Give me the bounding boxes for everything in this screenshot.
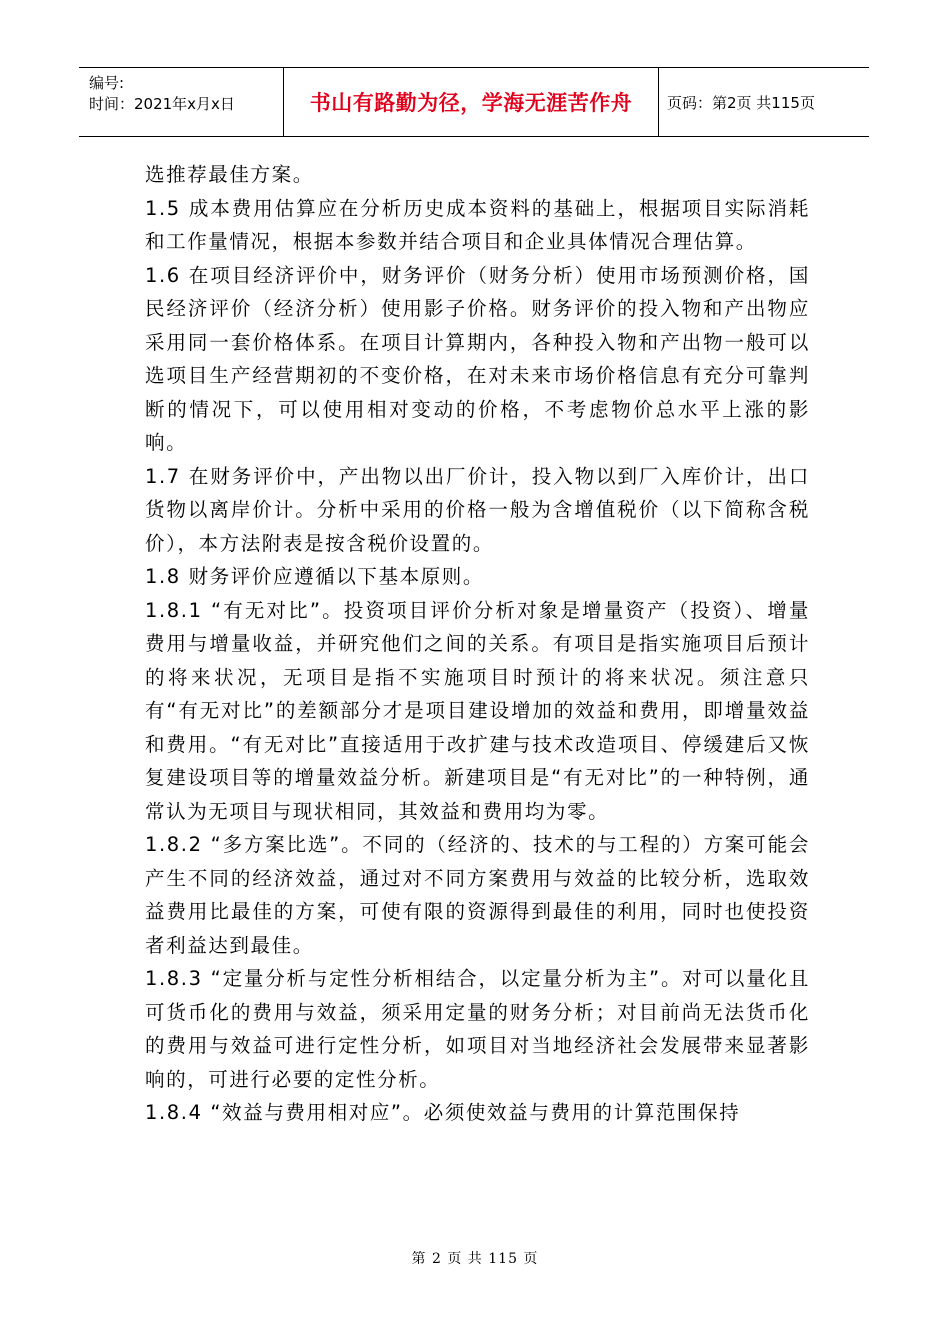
header-motto-cell xyxy=(284,68,659,136)
header-motto: 书山有路勤为径，学海无涯苦作舟 xyxy=(309,91,633,115)
paragraph-1-8-1: 1.8.1 “有无对比”。投资项目评价分析对象是增量资产（投资）、增量费用与增量收益，并研究他们之间的关系。有项目是指实施项目后预计的将来状况，无项目是指不实施项目时预计的将来状况。须注意只有“有无对比”的差额部分才是项目建设增加的效益和费用，即增量效益和费用。“有无对比”直接适用于改扩建与技术改造项目、停缓建后又恢复建设项目等的增量效益分析。新建项目是“有无对比”的一种特例，通常认为无项目与现状相同，其效益和费用均为零。 xyxy=(145,598,810,823)
page-footer: 第 2 页 共 115 页 xyxy=(411,1251,539,1267)
header-meta-cell xyxy=(79,68,284,136)
paragraph-1-8: 1.8 财务评价应遵循以下基本原则。 xyxy=(145,565,485,588)
paragraph-continuation: 选推荐最佳方案。 xyxy=(145,163,314,186)
document-time-label: 时间：2021年x月x日 xyxy=(89,95,235,113)
paragraph-1-5: 1.5 成本费用估算应在分析历史成本资料的基础上，根据项目实际消耗和工作量情况，根据本参数并结合项目和企业具体情况合理估算。 xyxy=(145,196,810,253)
paragraph-1-7: 1.7 在财务评价中，产出物以出厂价计，投入物以到厂入库价计，出口货物以离岸价计。分析中采用的价格一般为含增值税价（以下简称含税价），本方法附表是按含税价设置的。 xyxy=(145,464,810,555)
page-header xyxy=(79,67,869,137)
document-number-label: 编号: xyxy=(89,74,125,92)
paragraph-1-6: 1.6 在项目经济评价中，财务评价（财务分析）使用市场预测价格，国民经济评价（经济分析）使用影子价格。财务评价的投入物和产出物应采用同一套价格体系。在项目计算期内，各种投入物和产出物一般可以选项目生产经营期初的不变价格，在对未来市场价格信息有充分可靠判断的情况下，可以使用相对变动的价格，不考虑物价总水平上涨的影响。 xyxy=(145,263,810,454)
header-page-cell xyxy=(659,68,869,136)
document-body xyxy=(145,158,810,1130)
paragraph-1-8-2: 1.8.2 “多方案比选”。不同的（经济的、技术的与工程的）方案可能会产生不同的经济效益，通过对不同方案费用与效益的比较分析，选取效益费用比最佳的方案，可使有限的资源得到最佳的利用，同时也使投资者利益达到最佳。 xyxy=(145,833,810,957)
header-page-code: 页码：第2页 共115页 xyxy=(667,93,815,112)
paragraph-1-8-3: 1.8.3 “定量分析与定性分析相结合，以定量分析为主”。对可以量化且可货币化的费用与效益，须采用定量的财务分析；对目前尚无法货币化的费用与效益可进行定性分析，如项目对当地经济社会发展带来显著影响的，可进行必要的定性分析。 xyxy=(145,967,810,1091)
paragraph-1-8-4: 1.8.4 “效益与费用相对应”。必须使效益与费用的计算范围保持 xyxy=(145,1101,741,1124)
